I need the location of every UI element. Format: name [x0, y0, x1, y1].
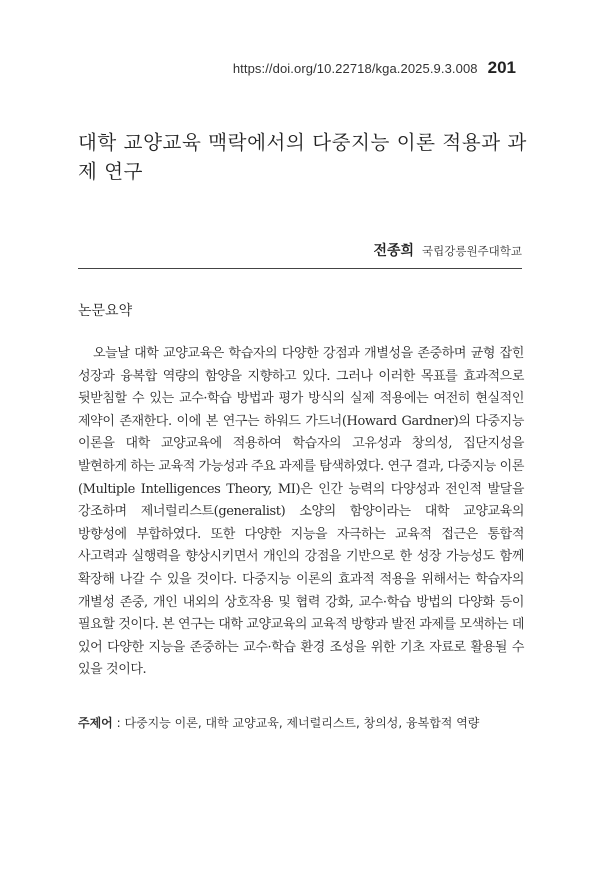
- doi-link[interactable]: https://doi.org/10.22718/kga.2025.9.3.008: [232, 61, 478, 76]
- page-header: [233, 58, 516, 78]
- keywords-line: [78, 714, 538, 731]
- author-name: 전종희: [373, 243, 415, 259]
- author-affiliation: 국립강릉원주대학교: [422, 244, 522, 258]
- divider-rule: [78, 268, 522, 269]
- keywords-separator: :: [112, 716, 125, 730]
- paper-title: 대학 교양교육 맥락에서의 다중지능 이론 적용과 과제 연구: [78, 131, 527, 183]
- keywords-label: 주제어: [78, 716, 113, 730]
- byline: [373, 240, 522, 260]
- abstract-heading: 논문요약: [78, 303, 133, 319]
- page-number: 201: [487, 58, 516, 77]
- keywords-list: 다중지능 이론, 대학 교양교육, 제너럴리스트, 창의성, 융복합적 역량: [124, 716, 480, 730]
- abstract-body: 오늘날 대학 교양교육은 학습자의 다양한 강점과 개별성을 존중하며 균형 잡힌 성장과 융복합 역량의 함양을 지향하고 있다. 그러나 이러한 목표를 효과적으로 뒷받침할 수 있는 교수·학습 방법과 평가 방식의 실제 적용에는 여전히 현실적인 제약이 존재한다. 이에 본 연구는 하워드 가드너(Howard Gardner)의 다중지능 이론을 대학 교양교육에 적용하여 학습자의 고유성과 창의성, 집단지성을 발현하게 하는 교육적 가능성과 주요 과제를 탐색하였다. 연구 결과, 다중지능 이론(Multiple Intelligences Theory, MI)은 인간 능력의 다양성과 전인적 발달을 강조하며 제너럴리스트(generalist) 소양의 함양이라는 대학 교양교육의 방향성에 부합하였다. 또한 다양한 지능을 자극하는 교육적 접근은 통합적 사고력과 실행력을 향상시키면서 개인의 강점을 기반으로 한 성장 가능성도 함께 확장해 나갈 수 있을 것이다. 다중지능 이론의 효과적 적용을 위해서는 학습자의 개별성 존중, 개인 내외의 상호작용 및 협력 강화, 교수·학습 방법의 다양화 등이 필요할 것이다. 본 연구는 대학 교양교육의 교육적 방향과 발전 과제를 모색하는 데 있어 다양한 지능을 존중하는 교수·학습 환경 조성을 위한 기초 자료로 활용될 수 있을 것이다.: [78, 346, 525, 678]
